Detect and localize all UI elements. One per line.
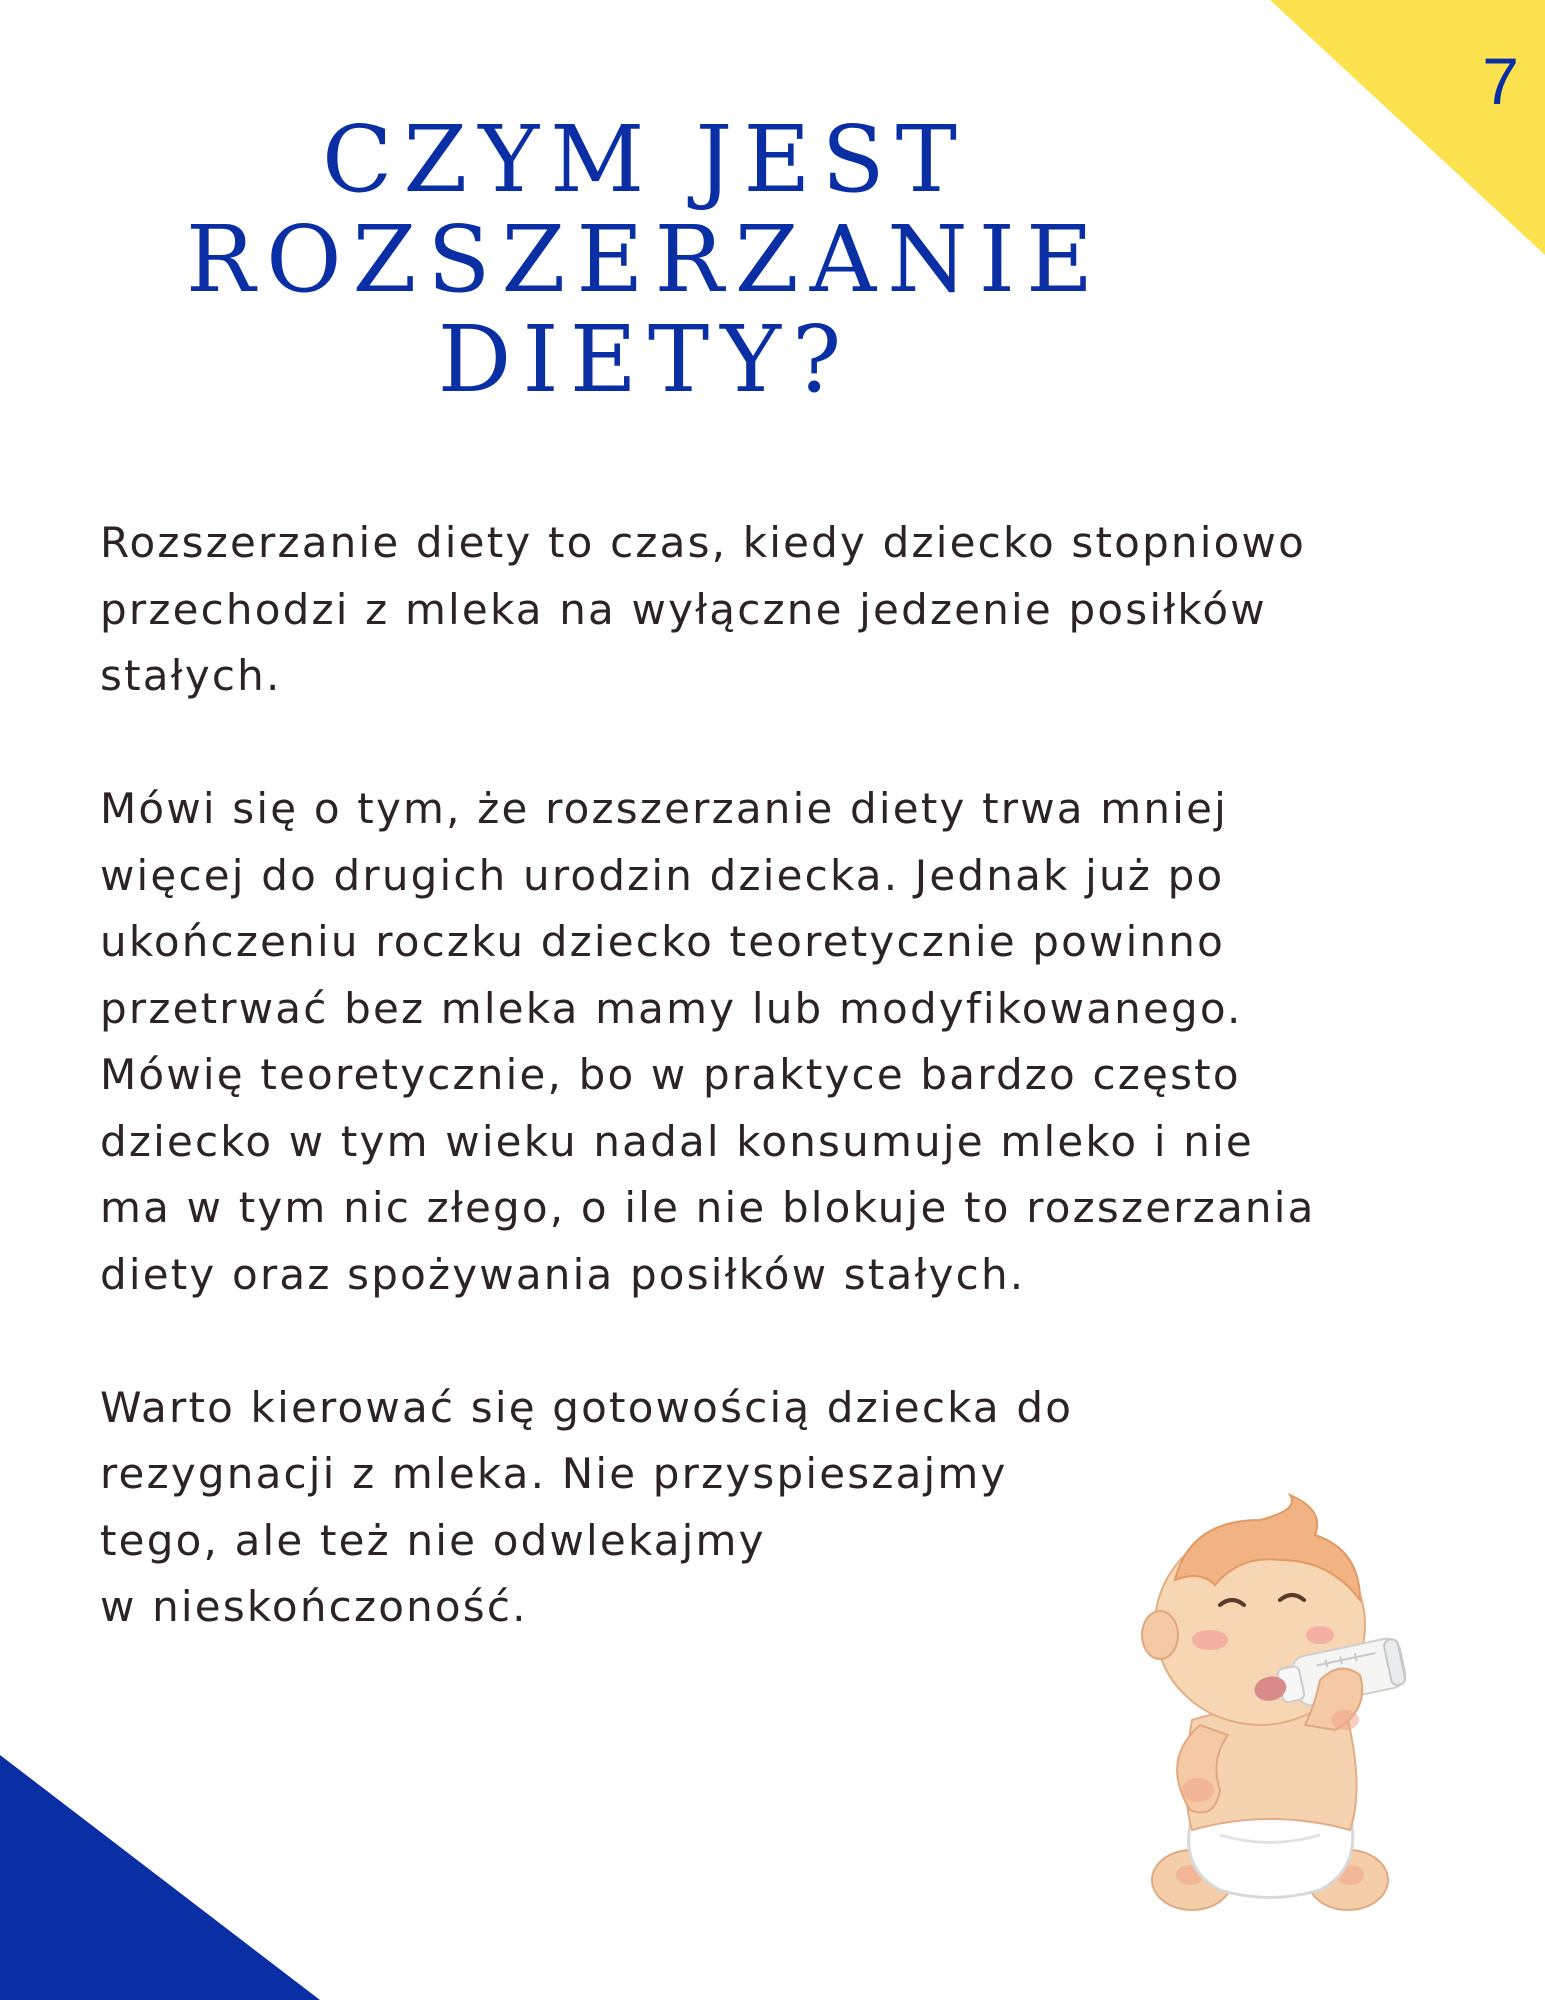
page-title — [140, 106, 1150, 413]
text-line: dziecko w tym wieku nadal konsumuje mleko i nie — [100, 1116, 1254, 1166]
text-line: przetrwać bez mleka mamy lub modyfikowanego. — [100, 983, 1243, 1033]
text-line: stałych. — [100, 651, 282, 700]
text-line: Mówi się o tym, że rozszerzanie diety trwa mniej — [100, 784, 1228, 833]
yellow-corner-decoration — [1270, 0, 1545, 255]
text-line: Rozszerzanie diety to czas, kiedy dziecko stopniowo — [100, 518, 1306, 567]
blue-corner-decoration — [0, 1755, 320, 2000]
page-number: 7 — [1482, 44, 1519, 118]
text-line: ma w tym nic złego, o ile nie blokuje to rozszerzania — [100, 1183, 1316, 1232]
paragraph — [100, 510, 1440, 710]
title-line: CZYM JEST — [322, 106, 968, 213]
title-line: DIETY? — [437, 306, 853, 413]
paragraph — [100, 776, 1440, 1308]
text-line: ukończeniu roczku dziecko teoretycznie powinno — [100, 917, 1225, 966]
title-line: ROZSZERZANIE — [185, 206, 1105, 313]
baby-with-bottle-icon — [1120, 1490, 1420, 1915]
text-line: przechodzi z mleka na wyłączne jedzenie posiłków — [100, 584, 1267, 634]
text-line: rezygnacji z mleka. Nie przyspieszajmy — [100, 1449, 1008, 1498]
text-line: więcej do drugich urodzin dziecka. Jednak już po — [100, 850, 1225, 900]
text-line: tego, ale też nie odwlekajmy — [100, 1515, 766, 1565]
text-line: w nieskończoność. — [100, 1582, 528, 1631]
text-line: diety oraz spożywania posiłków stałych. — [100, 1249, 1026, 1299]
text-line: Warto kierować się gotowością dziecka do — [100, 1382, 1074, 1432]
text-line: Mówię teoretycznie, bo w praktyce bardzo często — [100, 1050, 1241, 1099]
